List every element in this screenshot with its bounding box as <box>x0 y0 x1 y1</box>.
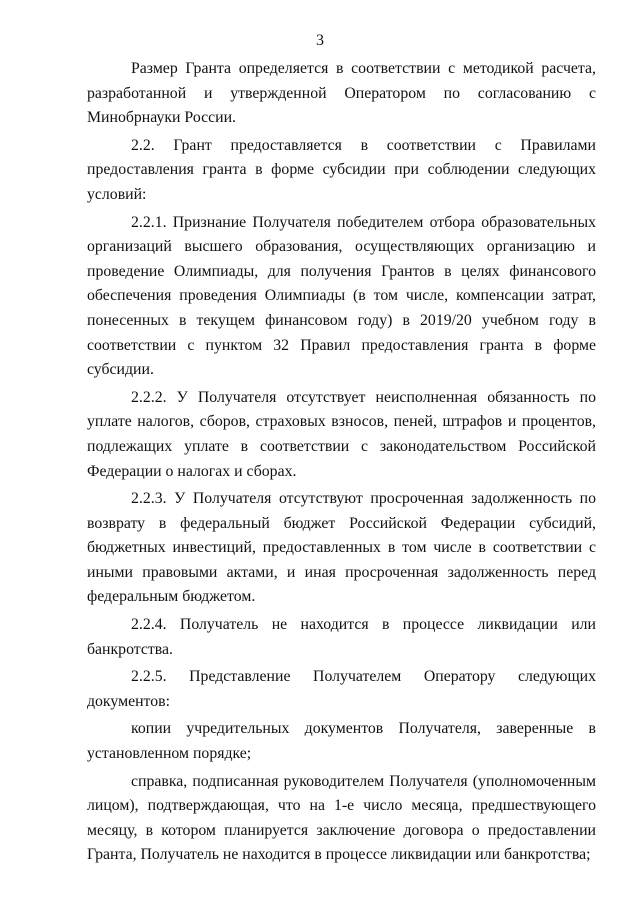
paragraph-2-2-2: 2.2.2. У Получателя отсутствует неисполненная обязанность по уплате налогов, сборов, страховых взносов, пеней, штрафов и процентов, подлежащих уплате в соответствии с законодательством Российской Федерации о налогах и сборах. <box>87 388 596 480</box>
paragraph-documents-copies: копии учредительных документов Получателя, заверенные в установленном порядке; <box>87 720 596 763</box>
paragraph-certificate: справка, подписанная руководителем Получателя (уполномоченным лицом), подтверждающая, что на 1-е число месяца, предшествующего месяцу, в котором планируется заключение договора о предоставлении Гранта, Получатель не находится в процессе ликвидации или банкротства; <box>87 772 596 864</box>
paragraph-grant-size: Размер Гранта определяется в соответствии с методикой расчета, разработанной и утвержденной Оператором по согласованию с Минобрнауки России. <box>87 60 596 127</box>
paragraph-2-2-4: 2.2.4. Получатель не находится в процессе ликвидации или банкротства. <box>87 616 596 658</box>
paragraph-2-2-3: 2.2.3. У Получателя отсутствуют просроченная задолженность по возврату в федеральный бюджет Российской Федерации субсидий, бюджетных инвестиций, предоставленных в том числе в соответствии с иными правовыми актами, и иная просроченная задолженность перед федеральным бюджетом. <box>87 490 596 606</box>
paragraph-2-2: 2.2. Грант предоставляется в соответствии с Правилами предоставления гранта в форме субсидии при соблюдении следующих условий: <box>87 136 596 203</box>
page-number: 3 <box>316 32 324 49</box>
paragraph-2-2-5: 2.2.5. Представление Получателем Оператору следующих документов: <box>87 668 596 710</box>
paragraph-2-2-1: 2.2.1. Признание Получателя победителем отбора образовательных организаций высшего образования, осуществляющих организацию и проведение Олимпиады, для получения Грантов в целях финансового обеспечения проведения Олимпиады (в том числе, компенсации затрат, понесенных в текущем финансовом году) в 2019/20 учебном году в соответствии с пунктом 32 Правил предоставления гранта в форме субсидии. <box>87 213 596 379</box>
document-body <box>87 57 596 871</box>
